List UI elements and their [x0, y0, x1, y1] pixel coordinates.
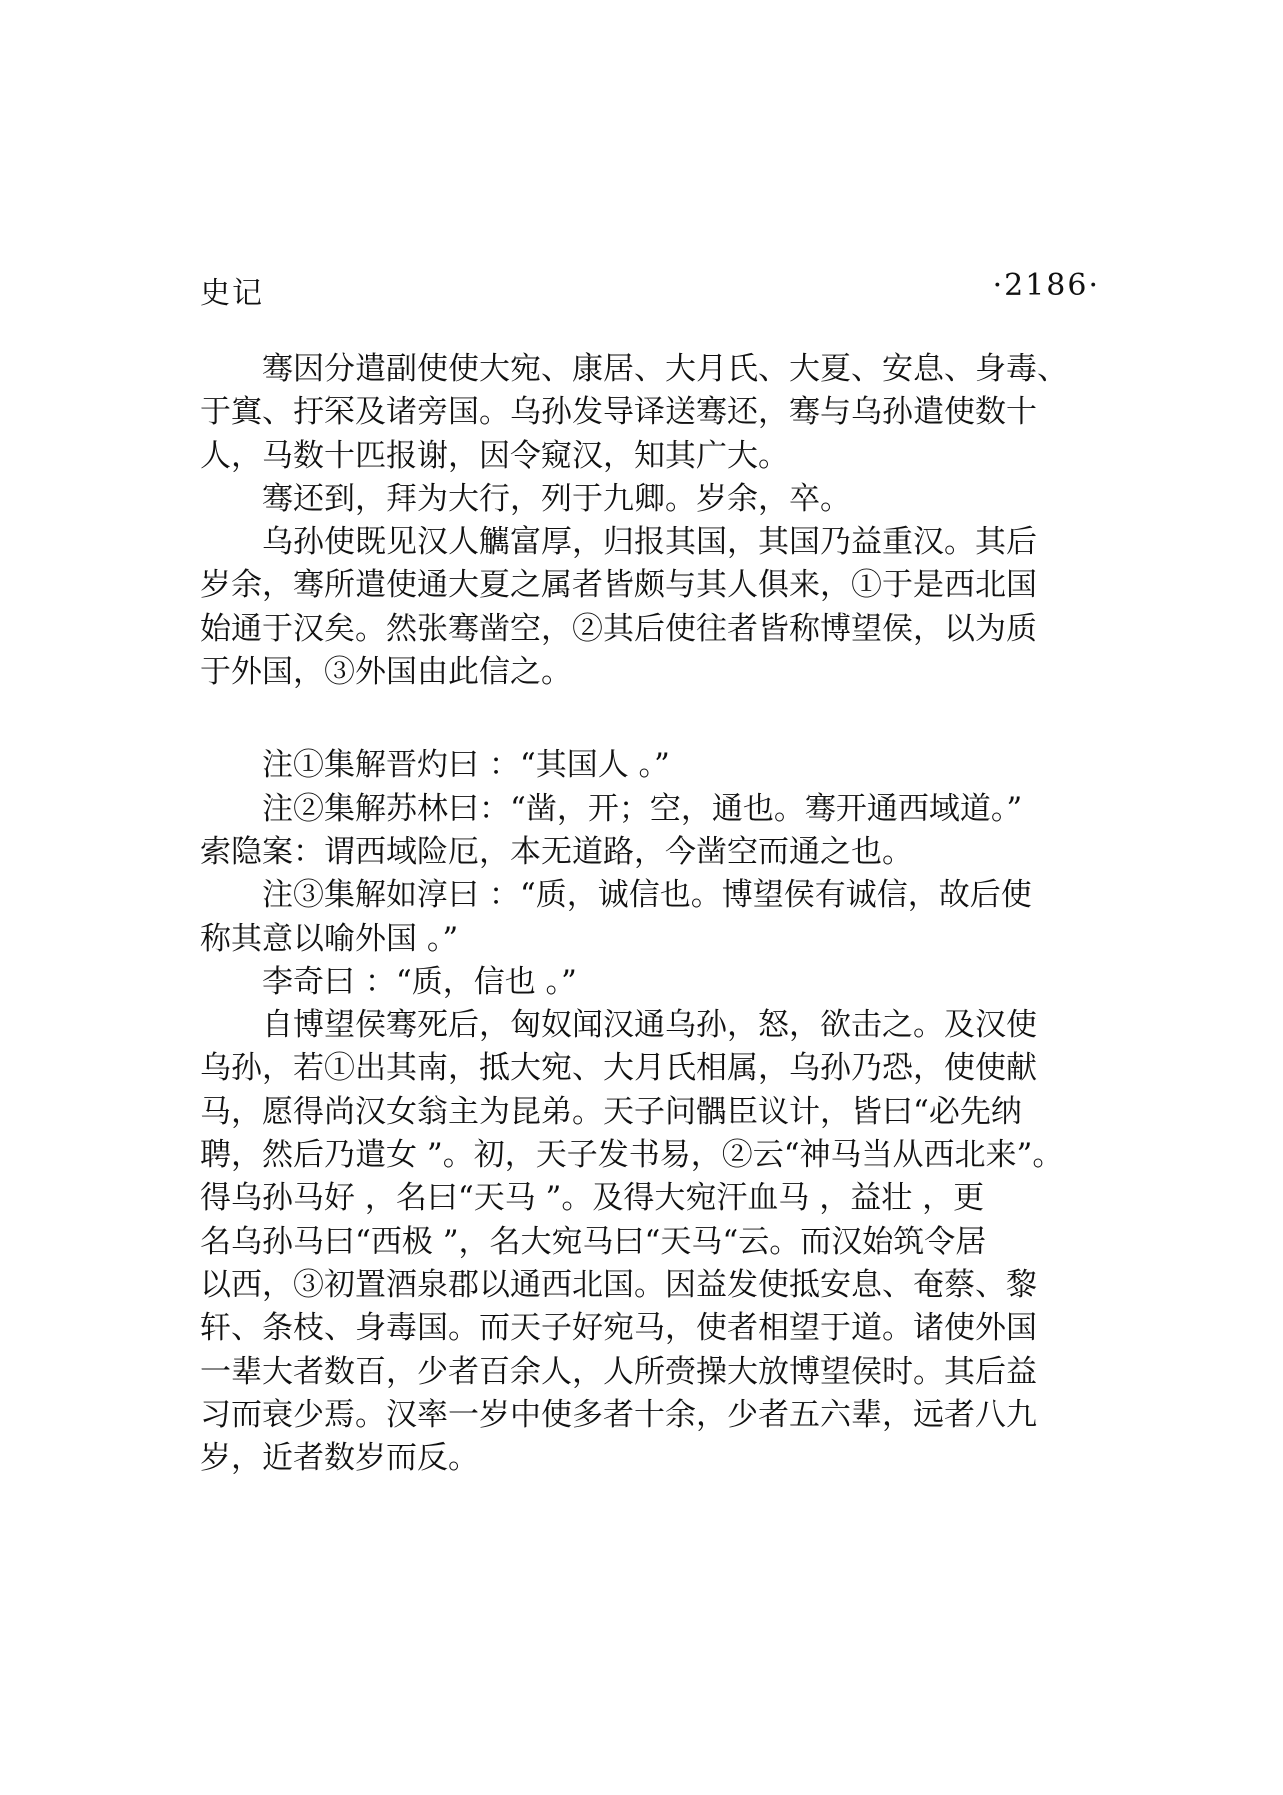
note-1: [200, 744, 1100, 787]
note-line: 索隐案：谓西域险厄，本无道路，今凿空而通之也。: [200, 833, 913, 870]
note-line: 注③集解如淳曰 ：“质，诚信也。博望侯有诚信，故后使: [262, 877, 1032, 914]
note-line: 李奇曰 ：“质，信也 。”: [262, 963, 577, 1000]
note-4: [200, 961, 1100, 1004]
text-line: 乌孙，若①出其南，抵大宛、大月氏相属，乌孙乃恐，使使献: [200, 1050, 1037, 1087]
text-line: 始通于汉矣。然张骞凿空，②其后使往者皆称博望侯，以为质: [200, 610, 1037, 647]
text-line: 骞还到，拜为大行，列于九卿。岁余，卒。: [262, 480, 851, 517]
note-line: 称其意以喻外国 。”: [200, 920, 459, 957]
text-line: 一辈大者数百，少者百余人，人所赍操大放博望侯时。其后益: [200, 1353, 1037, 1390]
page-header: [200, 268, 1100, 316]
note-3: [200, 874, 1100, 961]
text-line: 习而衰少焉。汉率一岁中使多者十余，少者五六辈，远者八九: [200, 1396, 1037, 1433]
page-body: [200, 348, 1100, 1480]
paragraph-2: [200, 478, 1100, 521]
text-line: 人，马数十匹报谢，因令窥汉，知其广大。: [200, 437, 789, 474]
note-line: 注②集解苏林曰：“凿，开；空，通也。骞开通西域道。”: [262, 790, 1023, 827]
paragraph-1: [200, 348, 1100, 478]
text-line: 马，愿得尚汉女翁主为昆弟。天子问髃臣议计，皆曰“必先纳: [200, 1093, 1022, 1130]
text-line: 自博望侯骞死后，匈奴闻汉通乌孙，怒，欲击之。及汉使: [262, 1007, 1037, 1044]
text-line: 于窴、扜罙及诸旁国。乌孙发导译送骞还，骞与乌孙遣使数十: [200, 394, 1037, 431]
section-gap: [200, 694, 1100, 744]
page-number: ·2186·: [992, 268, 1100, 303]
text-line: 以西，③初置酒泉郡以通西北国。因益发使抵安息、奄蔡、黎: [200, 1266, 1037, 1303]
paragraph-4: [200, 1004, 1100, 1480]
text-line: 乌孙使既见汉人觽富厚，归报其国，其国乃益重汉。其后: [262, 524, 1037, 561]
text-line: 名乌孙马曰“西极 ”，名大宛马曰“天马“云。而汉始筑令居: [200, 1223, 987, 1260]
text-line: 轩、条枝、身毒国。而天子好宛马，使者相望于道。诸使外国: [200, 1310, 1037, 1347]
note-line: 注①集解晋灼曰 ：“其国人 。”: [262, 747, 670, 784]
book-title: 史记: [200, 276, 264, 311]
text-line: 骞因分遣副使使大宛、康居、大月氏、大夏、安息、身毒、: [262, 351, 1068, 387]
note-2: [200, 788, 1100, 875]
text-line: 聘，然后乃遣女 ”。初，天子发书易，②云“神马当从西北来”。: [200, 1137, 1064, 1174]
text-line: 得乌孙马好 ，名曰“天马 ”。及得大宛汗血马 ，益壮 ，更: [200, 1180, 985, 1217]
paragraph-3: [200, 521, 1100, 694]
text-line: 岁余，骞所遣使通大夏之属者皆颇与其人俱来，①于是西北国: [200, 567, 1037, 604]
text-line: 岁，近者数岁而反。: [200, 1440, 479, 1477]
text-line: 于外国，③外国由此信之。: [200, 654, 572, 691]
